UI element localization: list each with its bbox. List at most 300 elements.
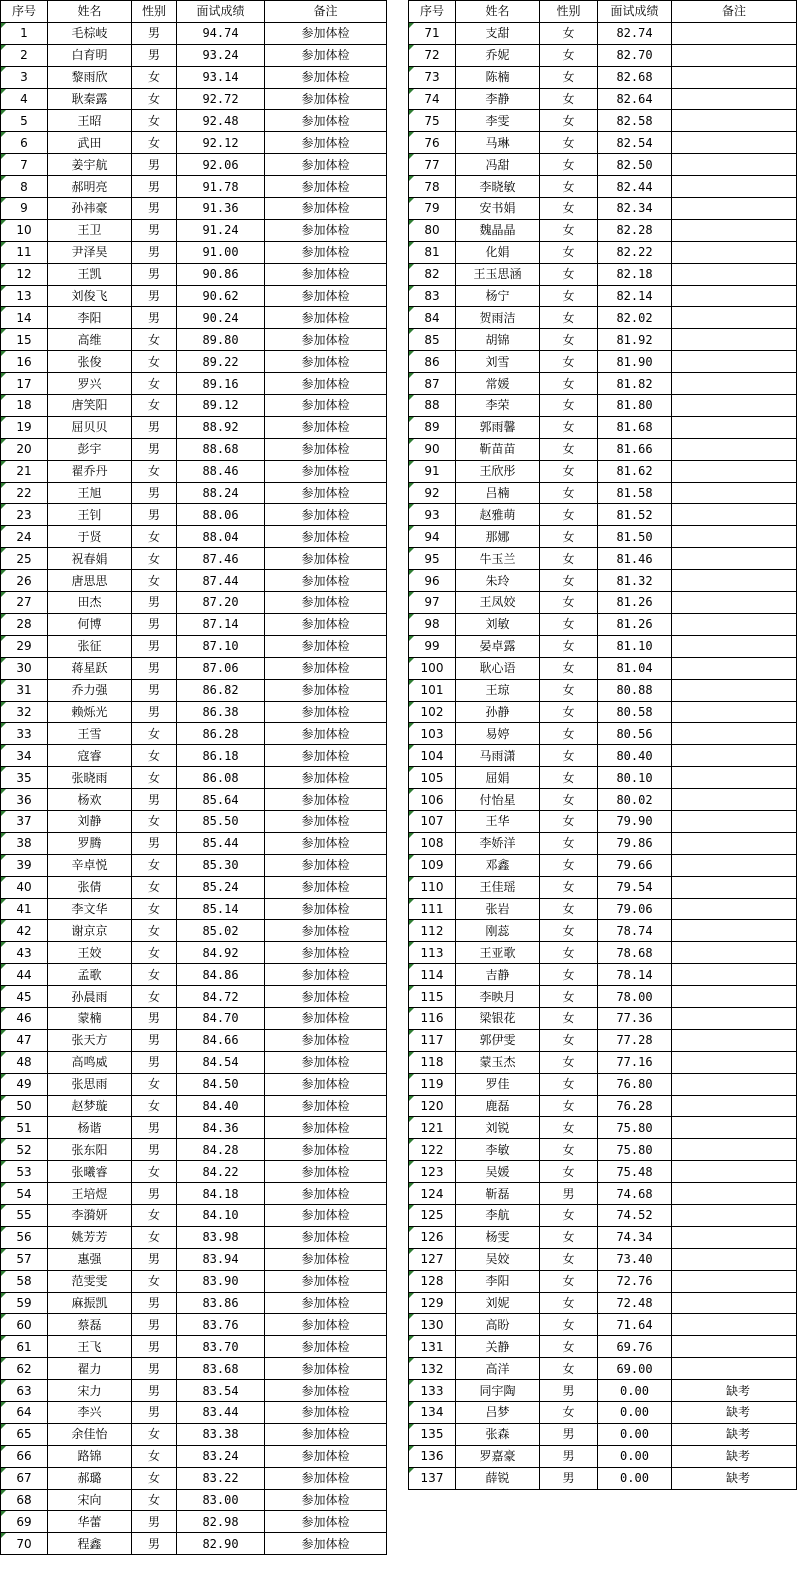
cell-remark: 参加体检 <box>265 395 387 417</box>
cell-index: 11 <box>1 241 48 263</box>
cell-index: 125 <box>409 1204 456 1226</box>
cell-gender: 女 <box>132 1073 177 1095</box>
cell-name: 蔡磊 <box>48 1314 132 1336</box>
table-row <box>409 1161 797 1183</box>
cell-remark <box>672 635 797 657</box>
table-row <box>1 767 387 789</box>
cell-gender: 女 <box>132 745 177 767</box>
cell-name: 关静 <box>456 1336 540 1358</box>
cell-name: 孟歌 <box>48 964 132 986</box>
table-row <box>409 832 797 854</box>
cell-index: 90 <box>409 438 456 460</box>
cell-gender: 女 <box>540 1204 598 1226</box>
cell-name: 孙晨雨 <box>48 986 132 1008</box>
cell-name: 程鑫 <box>48 1533 132 1555</box>
cell-name: 唐思思 <box>48 570 132 592</box>
cell-remark: 参加体检 <box>265 22 387 44</box>
cell-score: 87.06 <box>177 657 265 679</box>
cell-index: 8 <box>1 176 48 198</box>
cell-index: 37 <box>1 810 48 832</box>
table-row <box>1 132 387 154</box>
table-row <box>409 1423 797 1445</box>
table-row <box>1 1314 387 1336</box>
cell-gender: 女 <box>540 920 598 942</box>
cell-name: 高鸣威 <box>48 1051 132 1073</box>
cell-name: 王凯 <box>48 263 132 285</box>
cell-index: 47 <box>1 1029 48 1051</box>
table-row <box>409 1007 797 1029</box>
cell-gender: 男 <box>132 613 177 635</box>
table-row <box>1 66 387 88</box>
cell-gender: 女 <box>540 1051 598 1073</box>
cell-remark: 参加体检 <box>265 876 387 898</box>
cell-index: 2 <box>1 44 48 66</box>
cell-index: 21 <box>1 460 48 482</box>
cell-gender: 女 <box>132 767 177 789</box>
cell-remark: 参加体检 <box>265 1533 387 1555</box>
cell-score: 83.76 <box>177 1314 265 1336</box>
cell-score: 82.98 <box>177 1511 265 1533</box>
cell-gender: 女 <box>540 832 598 854</box>
cell-name: 张森 <box>456 1423 540 1445</box>
table-row <box>409 373 797 395</box>
cell-name: 吴姣 <box>456 1248 540 1270</box>
cell-name: 罗兴 <box>48 373 132 395</box>
table-row <box>409 460 797 482</box>
cell-remark: 参加体检 <box>265 613 387 635</box>
cell-index: 63 <box>1 1380 48 1402</box>
header-row <box>409 1 797 23</box>
table-row <box>1 395 387 417</box>
cell-index: 56 <box>1 1226 48 1248</box>
table-row <box>409 241 797 263</box>
table-row <box>1 1095 387 1117</box>
cell-index: 106 <box>409 789 456 811</box>
cell-name: 王佳瑶 <box>456 876 540 898</box>
cell-gender: 男 <box>540 1183 598 1205</box>
cell-remark <box>672 1292 797 1314</box>
cell-score: 84.10 <box>177 1204 265 1226</box>
cell-score: 92.72 <box>177 88 265 110</box>
cell-index: 98 <box>409 613 456 635</box>
cell-index: 84 <box>409 307 456 329</box>
cell-name: 王琼 <box>456 679 540 701</box>
cell-gender: 女 <box>540 154 598 176</box>
table-row <box>409 942 797 964</box>
cell-gender: 女 <box>540 592 598 614</box>
cell-remark: 参加体检 <box>265 351 387 373</box>
cell-name: 王凤姣 <box>456 592 540 614</box>
header-gender: 性别 <box>132 1 177 23</box>
cell-index: 137 <box>409 1467 456 1489</box>
cell-score: 83.94 <box>177 1248 265 1270</box>
table-row <box>409 854 797 876</box>
cell-gender: 男 <box>132 1139 177 1161</box>
cell-name: 张东阳 <box>48 1139 132 1161</box>
table-row <box>409 1467 797 1489</box>
cell-remark: 参加体检 <box>265 1204 387 1226</box>
cell-score: 0.00 <box>598 1380 672 1402</box>
cell-index: 95 <box>409 548 456 570</box>
cell-remark <box>672 219 797 241</box>
cell-score: 83.54 <box>177 1380 265 1402</box>
table-row <box>1 1511 387 1533</box>
cell-remark: 参加体检 <box>265 154 387 176</box>
cell-remark <box>672 198 797 220</box>
cell-gender: 男 <box>132 219 177 241</box>
cell-name: 寇睿 <box>48 745 132 767</box>
header-index: 序号 <box>1 1 48 23</box>
cell-score: 82.64 <box>598 88 672 110</box>
cell-index: 104 <box>409 745 456 767</box>
table-row <box>1 635 387 657</box>
table-row <box>1 373 387 395</box>
cell-index: 44 <box>1 964 48 986</box>
cell-gender: 女 <box>132 329 177 351</box>
cell-index: 103 <box>409 723 456 745</box>
cell-score: 87.14 <box>177 613 265 635</box>
cell-gender: 女 <box>132 1095 177 1117</box>
cell-index: 45 <box>1 986 48 1008</box>
table-row <box>409 1358 797 1380</box>
table-row <box>1 920 387 942</box>
cell-gender: 女 <box>540 679 598 701</box>
table-row <box>1 1270 387 1292</box>
cell-gender: 女 <box>132 1226 177 1248</box>
table-row <box>1 329 387 351</box>
cell-remark: 参加体检 <box>265 1007 387 1029</box>
cell-name: 李航 <box>456 1204 540 1226</box>
cell-index: 26 <box>1 570 48 592</box>
cell-name: 白育明 <box>48 44 132 66</box>
table-row <box>409 263 797 285</box>
cell-name: 蒙玉杰 <box>456 1051 540 1073</box>
cell-name: 王华 <box>456 810 540 832</box>
cell-gender: 男 <box>540 1380 598 1402</box>
cell-index: 88 <box>409 395 456 417</box>
roster-table-left <box>0 0 387 1555</box>
cell-score: 84.70 <box>177 1007 265 1029</box>
table-row <box>1 1248 387 1270</box>
table-row <box>409 1248 797 1270</box>
cell-index: 61 <box>1 1336 48 1358</box>
cell-remark: 参加体检 <box>265 898 387 920</box>
cell-gender: 女 <box>540 898 598 920</box>
cell-remark: 参加体检 <box>265 1445 387 1467</box>
cell-score: 77.16 <box>598 1051 672 1073</box>
cell-gender: 男 <box>132 154 177 176</box>
cell-remark <box>672 1226 797 1248</box>
cell-score: 87.46 <box>177 548 265 570</box>
cell-score: 82.44 <box>598 176 672 198</box>
cell-gender: 女 <box>132 548 177 570</box>
cell-index: 131 <box>409 1336 456 1358</box>
cell-score: 78.74 <box>598 920 672 942</box>
cell-gender: 女 <box>540 373 598 395</box>
table-row <box>409 548 797 570</box>
cell-name: 李阳 <box>456 1270 540 1292</box>
cell-score: 81.66 <box>598 438 672 460</box>
cell-index: 15 <box>1 329 48 351</box>
cell-remark: 参加体检 <box>265 1358 387 1380</box>
cell-score: 89.22 <box>177 351 265 373</box>
cell-gender: 女 <box>132 88 177 110</box>
cell-name: 刘静 <box>48 810 132 832</box>
cell-remark: 参加体检 <box>265 1489 387 1511</box>
cell-remark <box>672 88 797 110</box>
table-row <box>1 898 387 920</box>
cell-remark: 参加体检 <box>265 132 387 154</box>
cell-gender: 女 <box>540 438 598 460</box>
cell-index: 91 <box>409 460 456 482</box>
cell-score: 85.02 <box>177 920 265 942</box>
cell-index: 102 <box>409 701 456 723</box>
cell-name: 胡锦 <box>456 329 540 351</box>
cell-remark <box>672 613 797 635</box>
cell-remark: 参加体检 <box>265 285 387 307</box>
cell-name: 牛玉兰 <box>456 548 540 570</box>
cell-remark: 参加体检 <box>265 219 387 241</box>
cell-index: 115 <box>409 986 456 1008</box>
cell-name: 蒙楠 <box>48 1007 132 1029</box>
cell-name: 王培煜 <box>48 1183 132 1205</box>
table-row <box>1 986 387 1008</box>
cell-index: 110 <box>409 876 456 898</box>
cell-score: 81.82 <box>598 373 672 395</box>
cell-gender: 女 <box>540 1117 598 1139</box>
cell-score: 69.00 <box>598 1358 672 1380</box>
header-remark: 备注 <box>265 1 387 23</box>
table-row <box>409 570 797 592</box>
header-row <box>1 1 387 23</box>
cell-remark: 缺考 <box>672 1445 797 1467</box>
cell-name: 杨宁 <box>456 285 540 307</box>
cell-score: 83.68 <box>177 1358 265 1380</box>
table-row <box>409 88 797 110</box>
cell-score: 79.90 <box>598 810 672 832</box>
cell-index: 72 <box>409 44 456 66</box>
cell-remark: 参加体检 <box>265 1161 387 1183</box>
cell-score: 80.02 <box>598 789 672 811</box>
cell-name: 翟乔丹 <box>48 460 132 482</box>
cell-remark <box>672 1007 797 1029</box>
table-row <box>1 176 387 198</box>
cell-name: 吴媛 <box>456 1161 540 1183</box>
cell-index: 83 <box>409 285 456 307</box>
cell-remark <box>672 1161 797 1183</box>
cell-remark <box>672 767 797 789</box>
cell-remark <box>672 263 797 285</box>
cell-index: 41 <box>1 898 48 920</box>
table-row <box>1 854 387 876</box>
cell-name: 刘雪 <box>456 351 540 373</box>
cell-score: 84.40 <box>177 1095 265 1117</box>
cell-name: 蒋星跃 <box>48 657 132 679</box>
cell-gender: 女 <box>540 307 598 329</box>
cell-index: 73 <box>409 66 456 88</box>
cell-index: 130 <box>409 1314 456 1336</box>
cell-score: 79.06 <box>598 898 672 920</box>
table-row <box>1 1183 387 1205</box>
table-row <box>1 548 387 570</box>
cell-index: 10 <box>1 219 48 241</box>
cell-remark: 参加体检 <box>265 789 387 811</box>
cell-name: 刘锐 <box>456 1117 540 1139</box>
cell-index: 79 <box>409 198 456 220</box>
table-row <box>1 154 387 176</box>
cell-index: 132 <box>409 1358 456 1380</box>
cell-gender: 女 <box>540 504 598 526</box>
cell-name: 靳苗苗 <box>456 438 540 460</box>
cell-index: 66 <box>1 1445 48 1467</box>
table-row <box>409 1445 797 1467</box>
cell-name: 王雪 <box>48 723 132 745</box>
cell-name: 李漪妍 <box>48 1204 132 1226</box>
cell-remark <box>672 329 797 351</box>
cell-index: 4 <box>1 88 48 110</box>
table-row <box>1 219 387 241</box>
cell-index: 87 <box>409 373 456 395</box>
table-row <box>1 1358 387 1380</box>
cell-score: 85.30 <box>177 854 265 876</box>
cell-score: 72.76 <box>598 1270 672 1292</box>
cell-remark: 参加体检 <box>265 1314 387 1336</box>
cell-score: 81.92 <box>598 329 672 351</box>
cell-score: 83.90 <box>177 1270 265 1292</box>
cell-index: 12 <box>1 263 48 285</box>
cell-score: 93.14 <box>177 66 265 88</box>
cell-name: 刚蕊 <box>456 920 540 942</box>
cell-index: 123 <box>409 1161 456 1183</box>
table-row <box>409 1380 797 1402</box>
cell-name: 那娜 <box>456 526 540 548</box>
cell-index: 58 <box>1 1270 48 1292</box>
cell-score: 87.10 <box>177 635 265 657</box>
table-row <box>409 351 797 373</box>
cell-name: 赖烁光 <box>48 701 132 723</box>
cell-gender: 女 <box>540 1270 598 1292</box>
cell-gender: 男 <box>540 1445 598 1467</box>
cell-name: 路锦 <box>48 1445 132 1467</box>
cell-name: 李文华 <box>48 898 132 920</box>
cell-score: 86.28 <box>177 723 265 745</box>
cell-name: 惠强 <box>48 1248 132 1270</box>
table-row <box>409 723 797 745</box>
cell-remark <box>672 832 797 854</box>
cell-score: 81.58 <box>598 482 672 504</box>
cell-score: 81.10 <box>598 635 672 657</box>
cell-score: 85.50 <box>177 810 265 832</box>
cell-score: 86.18 <box>177 745 265 767</box>
cell-index: 134 <box>409 1402 456 1424</box>
cell-score: 81.26 <box>598 613 672 635</box>
cell-score: 88.04 <box>177 526 265 548</box>
cell-score: 84.36 <box>177 1117 265 1139</box>
header-score: 面试成绩 <box>598 1 672 23</box>
cell-index: 6 <box>1 132 48 154</box>
cell-gender: 女 <box>132 898 177 920</box>
cell-score: 82.28 <box>598 219 672 241</box>
roster-table-right <box>408 0 797 1490</box>
cell-remark: 参加体检 <box>265 854 387 876</box>
cell-remark <box>672 1336 797 1358</box>
cell-gender: 男 <box>132 1029 177 1051</box>
cell-name: 翟力 <box>48 1358 132 1380</box>
table-row <box>409 307 797 329</box>
table-row <box>409 986 797 1008</box>
cell-gender: 女 <box>540 548 598 570</box>
cell-gender: 男 <box>132 1117 177 1139</box>
cell-remark <box>672 986 797 1008</box>
cell-score: 0.00 <box>598 1402 672 1424</box>
cell-remark: 参加体检 <box>265 526 387 548</box>
table-row <box>409 1314 797 1336</box>
table-row <box>1 613 387 635</box>
table-row <box>409 898 797 920</box>
table-row <box>1 1467 387 1489</box>
cell-remark: 参加体检 <box>265 810 387 832</box>
table-row <box>409 198 797 220</box>
cell-name: 麻振凯 <box>48 1292 132 1314</box>
cell-gender: 女 <box>540 613 598 635</box>
table-row <box>409 964 797 986</box>
table-row <box>409 395 797 417</box>
cell-gender: 男 <box>132 1358 177 1380</box>
cell-remark: 参加体检 <box>265 657 387 679</box>
cell-remark <box>672 1139 797 1161</box>
cell-gender: 女 <box>540 263 598 285</box>
cell-name: 罗佳 <box>456 1073 540 1095</box>
cell-name: 于贤 <box>48 526 132 548</box>
cell-name: 张晓雨 <box>48 767 132 789</box>
table-row <box>409 1029 797 1051</box>
cell-score: 84.22 <box>177 1161 265 1183</box>
table-row <box>1 789 387 811</box>
cell-gender: 女 <box>132 964 177 986</box>
cell-remark: 参加体检 <box>265 1073 387 1095</box>
cell-index: 117 <box>409 1029 456 1051</box>
cell-gender: 女 <box>540 1292 598 1314</box>
cell-index: 20 <box>1 438 48 460</box>
cell-gender: 女 <box>132 1445 177 1467</box>
cell-remark: 参加体检 <box>265 635 387 657</box>
cell-index: 27 <box>1 592 48 614</box>
cell-index: 19 <box>1 416 48 438</box>
cell-index: 51 <box>1 1117 48 1139</box>
cell-name: 李敏 <box>456 1139 540 1161</box>
cell-name: 武田 <box>48 132 132 154</box>
cell-name: 黎雨欣 <box>48 66 132 88</box>
cell-name: 郝璐 <box>48 1467 132 1489</box>
cell-score: 74.34 <box>598 1226 672 1248</box>
cell-remark: 参加体检 <box>265 263 387 285</box>
table-row <box>409 745 797 767</box>
cell-gender: 女 <box>132 526 177 548</box>
cell-score: 82.18 <box>598 263 672 285</box>
cell-name: 张曦睿 <box>48 1161 132 1183</box>
cell-score: 79.54 <box>598 876 672 898</box>
cell-remark <box>672 942 797 964</box>
cell-remark: 参加体检 <box>265 1380 387 1402</box>
cell-name: 邓鑫 <box>456 854 540 876</box>
cell-name: 高维 <box>48 329 132 351</box>
table-row <box>409 1336 797 1358</box>
cell-gender: 女 <box>540 460 598 482</box>
cell-name: 张征 <box>48 635 132 657</box>
cell-remark: 参加体检 <box>265 986 387 1008</box>
cell-score: 88.24 <box>177 482 265 504</box>
cell-gender: 女 <box>540 876 598 898</box>
